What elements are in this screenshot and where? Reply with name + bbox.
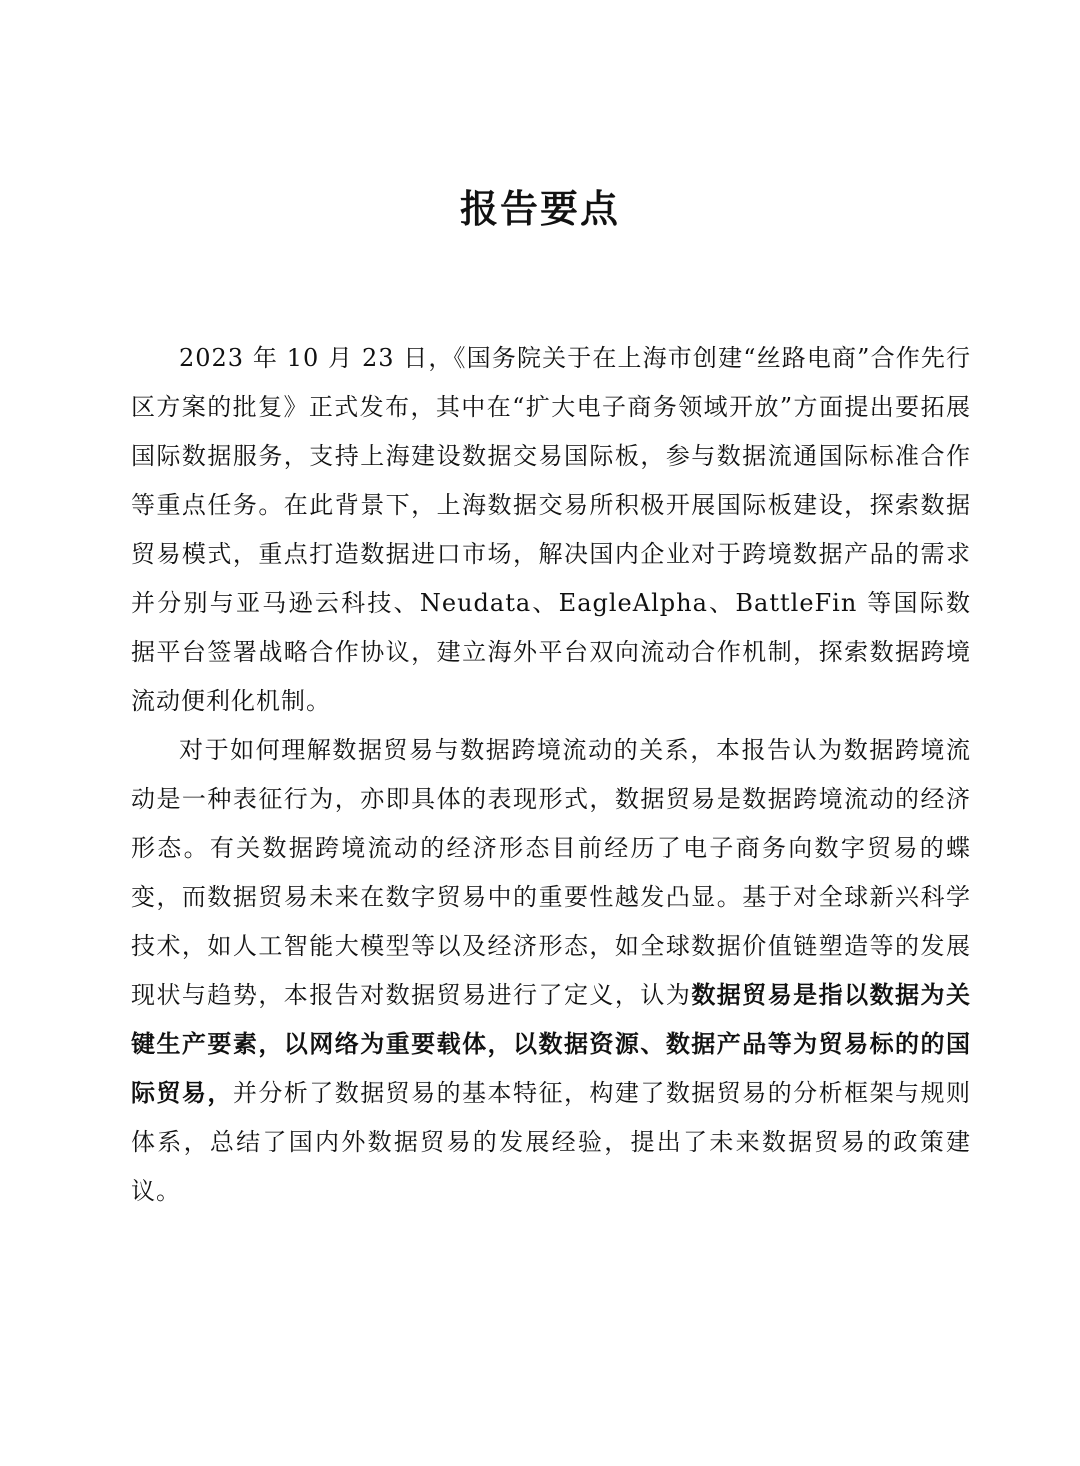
paragraph-2-conclusion: 并分析了数据贸易的基本特征，构建了数据贸易的分析框架与规则体系，总结了国内外数据贸易的发展经验，提出了未来数据贸易的政策建议。 [131,1079,971,1205]
paragraph-2-intro: 对于如何理解数据贸易与数据跨境流动的关系，本报告认为数据跨境流动是一种表征行为，亦即具体的表现形式，数据贸易是数据跨境流动的经济形态。有关数据跨境流动的经济形态目前经历了电子商务向数字贸易的蝶变，而数据贸易未来在数字贸易中的重要性越发凸显。基于对全球新兴科学技术，如人工智能大模型等以及经济形态，如全球数据价值链塑造等的发展现状与趋势，本报告对数据贸易进行了定义，认为 [131,736,971,1009]
data-trade-definition: 数据贸易是指以数据为关键生产要素，以网络为重要载体，以数据资源、数据产品等为贸易标的的国际贸易， [131,981,971,1107]
paragraph-2 [131,726,971,1216]
paragraph-1: 2023 年 10 月 23 日，《国务院关于在上海市创建“丝路电商”合作先行区方案的批复》正式发布，其中在“扩大电子商务领域开放”方面提出要拓展国际数据服务，支持上海建设数据交易国际板，参与数据流通国际标准合作等重点任务。在此背景下，上海数据交易所积极开展国际板建设，探索数据贸易模式，重点打造数据进口市场，解决国内企业对于跨境数据产品的需求并分别与亚马逊云科技、Neudata、EagleAlpha、BattleFin 等国际数据平台签署战略合作协议，建立海外平台双向流动合作机制，探索数据跨境流动便利化机制。 [131,344,971,715]
document-title: 报告要点 [459,187,620,231]
document-body [131,334,971,1216]
